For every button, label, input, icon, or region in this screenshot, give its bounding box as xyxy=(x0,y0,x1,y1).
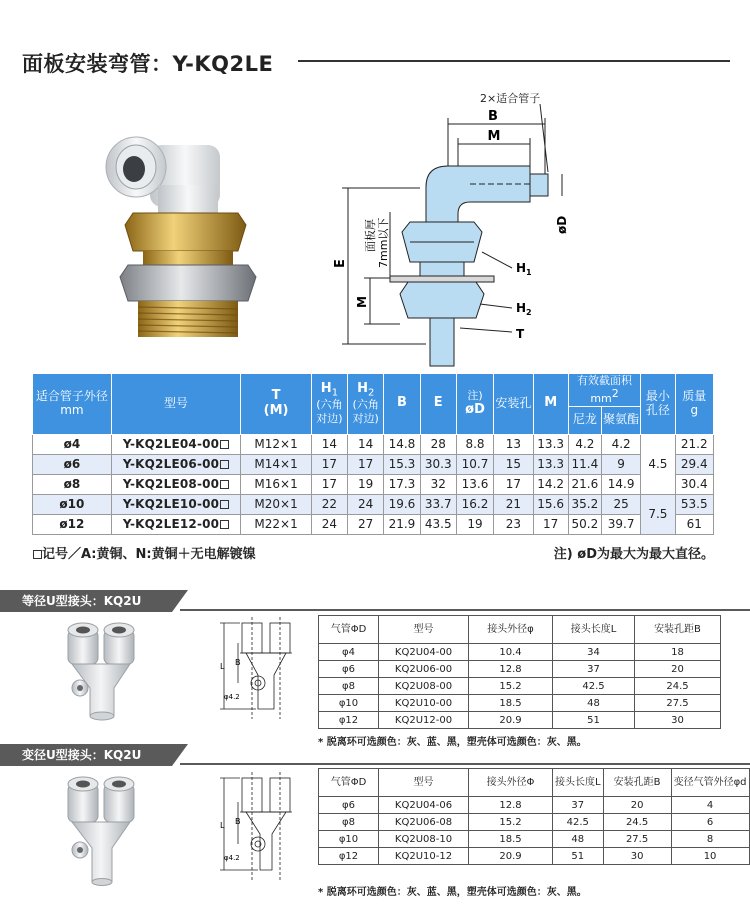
dim-L: L xyxy=(220,821,225,830)
table-row: φ12 KQ2U10-12 20.9 51 30 10 xyxy=(319,848,750,865)
header-E: E xyxy=(420,374,456,435)
header-B: B xyxy=(384,374,420,435)
table-row: φ10 KQ2U08-10 18.5 48 27.5 8 xyxy=(319,831,750,848)
reducing-u-fitting-photo xyxy=(62,770,142,888)
header-mass: 质量 g xyxy=(675,374,713,435)
svg-text:H2: $H_2$ xyxy=(516,301,532,317)
reducing-u-table xyxy=(318,768,750,865)
hole-diameter-label: φ4.2 xyxy=(224,693,240,701)
header-area: 有效截面积$mm^2$ xyxy=(568,374,641,407)
diameter-note: 注) øD为最大为最大直径。 xyxy=(553,547,714,562)
band-rule xyxy=(180,609,750,611)
dim-H2: H xyxy=(516,301,527,315)
svg-text:H1: $H_1$ xyxy=(516,261,532,277)
table-row: φ12 KQ2U12-00 20.9 51 30 xyxy=(319,712,721,729)
panel-thickness-label: 面板厚 xyxy=(364,219,377,252)
table-row: φ8 KQ2U06-08 15.2 42.5 24.5 6 xyxy=(319,814,750,831)
section-title-equal-u: 等径U型接头：KQ2U xyxy=(0,590,172,612)
title-rule xyxy=(298,60,730,62)
header-T: T (M) xyxy=(241,374,311,435)
table-header-row: 气管ΦD 型号 接头外径Φ 接头长度L 安装孔距B 变径气管外径φd xyxy=(319,769,750,797)
dim-OD: øD xyxy=(555,215,569,234)
table-row: ø10 Y-KQ2LE10-00 M20×1 22 24 19.6 33.7 16.2 21 15.6 35.2 25 7.5 53.5 xyxy=(33,494,714,514)
dim-B: B xyxy=(488,109,498,124)
band-rule xyxy=(180,763,750,765)
section-band-equal-u xyxy=(0,590,750,612)
table-row: ø12 Y-KQ2LE12-00 M22×1 24 27 21.9 43.5 19 23 17 50.2 39.7 61 xyxy=(33,514,714,534)
elbow-fitting-photo xyxy=(88,125,258,345)
table-row: φ6 KQ2U06-00 12.8 37 20 xyxy=(319,661,721,678)
header-mount: 安装孔 xyxy=(494,374,533,435)
header-nylon: 尼龙 xyxy=(568,406,601,434)
table-row: φ8 KQ2U08-00 15.2 42.5 24.5 xyxy=(319,678,721,695)
table-row: ø4 Y-KQ2LE04-00 M12×1 14 14 14.8 28 8.8 13 13.3 4.2 4.2 4.5 21.2 xyxy=(33,434,714,454)
equal-u-table xyxy=(318,615,721,729)
table-row: φ4 KQ2U04-00 10.4 34 18 xyxy=(319,644,721,661)
page-title: 面板安装弯管：Y-KQ2LE xyxy=(22,52,274,76)
table-row: φ10 KQ2U10-00 18.5 48 27.5 xyxy=(319,695,721,712)
tube-count-label: 2×适合管子 xyxy=(480,92,541,105)
color-note: * 脱离环可选颜色：灰、蓝、黑，塑壳体可选颜色：灰、黑。 xyxy=(318,887,587,898)
spec-table xyxy=(32,373,714,535)
reducing-u-dimension-drawing xyxy=(210,768,310,886)
table-row: ø6 Y-KQ2LE06-00 M14×1 17 17 15.3 30.3 10.7 15 13.3 11.4 9 29.4 xyxy=(33,454,714,474)
header-D: 注) øD xyxy=(456,374,493,435)
table-row: ø8 Y-KQ2LE08-00 M16×1 17 19 17.3 32 13.6 17 14.2 21.6 14.9 30.4 xyxy=(33,474,714,494)
checkbox-symbol-icon xyxy=(33,550,42,559)
dim-E: E xyxy=(333,259,348,268)
dim-B-u: B xyxy=(235,817,241,826)
header-pu: 聚氨酯 xyxy=(601,406,640,434)
panel-limit-label: 7mm以下 xyxy=(377,217,390,268)
section-band-reducing-u xyxy=(0,744,750,766)
equal-u-fitting-photo xyxy=(62,616,142,722)
dim-M: M xyxy=(487,129,501,144)
header-min-bore: 最小孔径 xyxy=(641,374,675,435)
table-header-row: 气管ΦD 型号 接头外径φ 接头长度L 安装孔距B xyxy=(319,616,721,644)
header-H1: $H_1$ (六角对边) xyxy=(311,374,347,435)
dim-M-lower: M xyxy=(355,296,369,308)
dim-L: L xyxy=(220,662,225,671)
dim-B-u: B xyxy=(235,658,241,667)
section-title-reducing-u: 变径U型接头：KQ2U xyxy=(0,744,172,766)
equal-u-dimension-drawing xyxy=(210,613,310,725)
dim-H1: H xyxy=(516,261,527,275)
hole-diameter-label: φ4.2 xyxy=(224,854,240,862)
header-model: 型号 xyxy=(111,374,241,435)
elbow-dimension-drawing xyxy=(330,82,580,370)
table-row: φ6 KQ2U04-06 12.8 37 20 4 xyxy=(319,797,750,814)
symbol-note: 记号／A:黄铜、N:黄铜＋无电解镀镍 xyxy=(32,543,256,562)
header-M: M xyxy=(533,374,568,435)
dim-T: T xyxy=(516,327,525,341)
header-H2: $H_2$ (六角对边) xyxy=(348,374,384,435)
color-note: * 脱离环可选颜色：灰、蓝、黑，塑壳体可选颜色：灰、黑。 xyxy=(318,737,587,748)
header-od: 适合管子外径mm xyxy=(33,374,112,435)
